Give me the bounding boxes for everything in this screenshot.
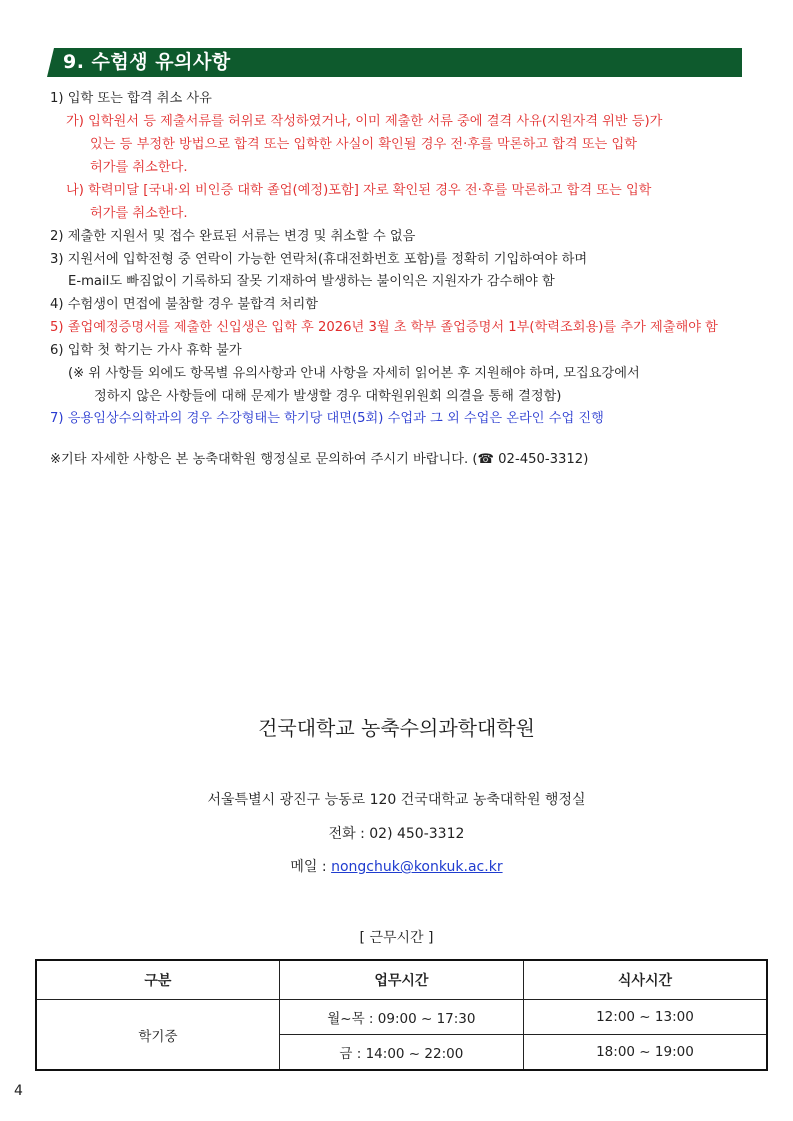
period-cell: 학기중 xyxy=(36,1000,279,1071)
meal-hours-cell: 18:00 ~ 19:00 xyxy=(523,1035,767,1071)
note-6-remark-cont: 정하지 않은 사항들에 대해 문제가 발생할 경우 대학원위원회 의결을 통해 결정함) xyxy=(94,389,562,404)
org-name: 건국대학교 농축수의과학대학원 xyxy=(258,716,535,740)
note-1: 1) 입학 또는 합격 취소 사유 xyxy=(50,91,212,106)
note-4: 4) 수험생이 면접에 불참할 경우 불합격 처리함 xyxy=(50,297,318,312)
note-3-cont: E-mail도 빠짐없이 기록하되 잘못 기재하여 발생하는 불이익은 지원자가 감수해야 함 xyxy=(68,274,555,289)
table-row xyxy=(36,1000,767,1035)
work-hours-cell: 금 : 14:00 ~ 22:00 xyxy=(279,1035,523,1071)
note-3: 3) 지원서에 입학전형 중 연락이 가능한 연락처(휴대전화번호 포함)를 정확히 기입하여야 하며 xyxy=(50,252,588,267)
email-line xyxy=(0,857,793,877)
contact-note: ※기타 자세한 사항은 본 농축대학원 행정실로 문의하여 주시기 바랍니다. (☎ 02-450-3312) xyxy=(50,452,589,467)
note-1a-cont2: 허가를 취소한다. xyxy=(90,160,188,175)
header-meal-hours: 식사시간 xyxy=(523,960,767,1000)
header-category: 구분 xyxy=(36,960,279,1000)
phone: 전화 : 02) 450-3312 xyxy=(328,826,465,842)
email-label: 메일 : xyxy=(290,859,332,875)
note-1b-cont: 허가를 취소한다. xyxy=(90,206,188,221)
email-link[interactable]: nongchuk@konkuk.ac.kr xyxy=(331,859,503,875)
page-number: 4 xyxy=(14,1083,23,1099)
meal-hours-cell: 12:00 ~ 13:00 xyxy=(523,1000,767,1035)
note-1a: 가) 입학원서 등 제출서류를 허위로 작성하였거나, 이미 제출한 서류 중에 결격 사유(지원자격 위반 등)가 xyxy=(66,114,663,129)
note-7: 7) 응용임상수의학과의 경우 수강형태는 학기당 대면(5회) 수업과 그 외 수업은 온라인 수업 진행 xyxy=(50,411,604,426)
note-1a-cont: 있는 등 부정한 방법으로 합격 또는 입학한 사실이 확인될 경우 전·후를 막론하고 합격 또는 입학 xyxy=(90,137,637,152)
work-hours-cell: 월~목 : 09:00 ~ 17:30 xyxy=(279,1000,523,1035)
note-6-remark: (※ 위 사항들 외에도 항목별 유의사항과 안내 사항을 자세히 읽어본 후 지원해야 하며, 모집요강에서 xyxy=(68,366,640,381)
address: 서울특별시 광진구 능동로 120 건국대학교 농축대학원 행정실 xyxy=(207,792,586,808)
note-5: 5) 졸업예정증명서를 제출한 신입생은 입학 후 2026년 3월 초 학부 졸업증명서 1부(학력조회용)를 추가 제출해야 함 xyxy=(50,320,718,335)
hours-table xyxy=(35,959,768,1071)
note-1b: 나) 학력미달 [국내·외 비인증 대학 졸업(예정)포함] 자로 확인된 경우 전·후를 막론하고 합격 또는 입학 xyxy=(66,183,652,198)
section-title: 9. 수험생 유의사항 xyxy=(63,51,231,73)
table-header-row xyxy=(36,960,767,1000)
header-work-hours: 업무시간 xyxy=(279,960,523,1000)
note-2: 2) 제출한 지원서 및 접수 완료된 서류는 변경 및 취소할 수 없음 xyxy=(50,229,416,244)
hours-caption: [ 근무시간 ] xyxy=(359,930,434,946)
note-6: 6) 입학 첫 학기는 가사 휴학 불가 xyxy=(50,343,242,358)
